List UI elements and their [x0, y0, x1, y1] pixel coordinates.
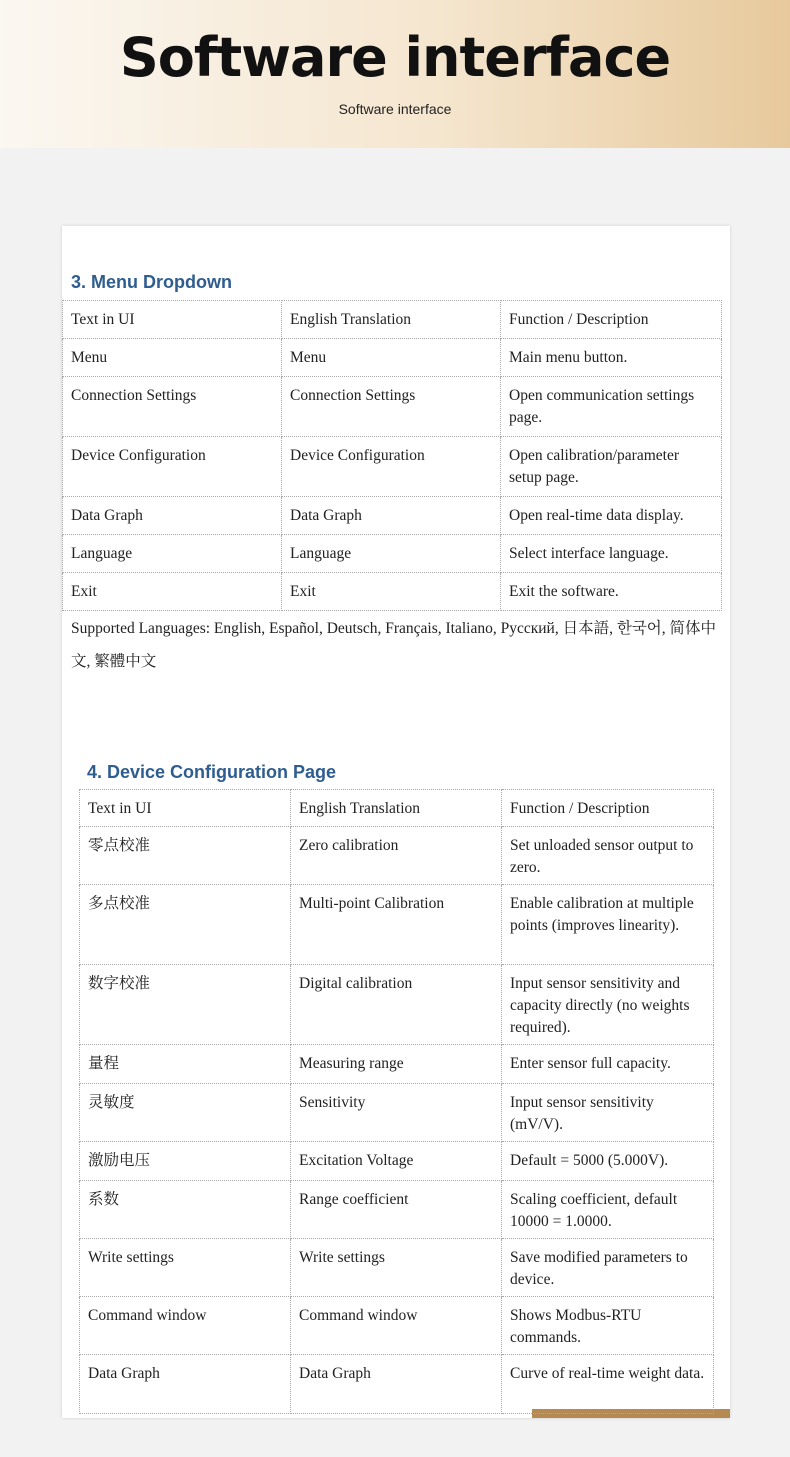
table-row [63, 437, 722, 497]
table-cell: Device Configuration [63, 437, 282, 497]
table-cell: Open calibration/parameter setup page. [501, 437, 722, 497]
section-heading-menu-text: 3. Menu Dropdown [71, 272, 232, 292]
table-row [80, 1142, 714, 1181]
table-cell: Exit [282, 573, 501, 611]
table-cell: Digital calibration [291, 965, 502, 1045]
table-cell: Input sensor sensitivity and capacity directly (no weights required). [502, 965, 714, 1045]
table-cell: Data Graph [80, 1355, 291, 1414]
table-cell: Write settings [291, 1239, 502, 1297]
table-cell: Range coefficient [291, 1181, 502, 1239]
table-cell: Shows Modbus-RTU commands. [502, 1297, 714, 1355]
table-cell: Enable calibration at multiple points (improves linearity). [502, 885, 714, 965]
table-cell: Set unloaded sensor output to zero. [502, 827, 714, 885]
table-cell: 系数 [80, 1181, 291, 1239]
table-cell: Connection Settings [282, 377, 501, 437]
table-cell: Data Graph [282, 497, 501, 535]
column-header: Function / Description [501, 301, 722, 339]
table-cell: Data Graph [291, 1355, 502, 1414]
table-cell: 激励电压 [80, 1142, 291, 1181]
table-cell: Enter sensor full capacity. [502, 1045, 714, 1084]
table-cell: Menu [282, 339, 501, 377]
section-heading-device-text: 4. Device Configuration Page [87, 762, 337, 782]
table-cell: Sensitivity [291, 1084, 502, 1142]
table-cell: 量程 [80, 1045, 291, 1084]
table-cell: Command window [80, 1297, 291, 1355]
table-cell: Zero calibration [291, 827, 502, 885]
table-cell: Device Configuration [282, 437, 501, 497]
table-row [63, 497, 722, 535]
column-header: Function / Description [502, 790, 714, 827]
page-title: Software interface [119, 26, 671, 89]
page-subtitle: Software interface [338, 101, 452, 117]
table-cell: Open communication settings page. [501, 377, 722, 437]
table-row [63, 339, 722, 377]
table-cell: Connection Settings [63, 377, 282, 437]
table-cell: Save modified parameters to device. [502, 1239, 714, 1297]
table-cell: Exit the software. [501, 573, 722, 611]
table-cell: Curve of real-time weight data. [502, 1355, 714, 1414]
table-row [80, 1355, 714, 1414]
column-header: Text in UI [80, 790, 291, 827]
column-header: English Translation [291, 790, 502, 827]
table-cell: Language [282, 535, 501, 573]
table-cell: Excitation Voltage [291, 1142, 502, 1181]
table-cell: Language [63, 535, 282, 573]
section-heading-device [87, 762, 336, 783]
table-cell: Open real-time data display. [501, 497, 722, 535]
table-cell: Default = 5000 (5.000V). [502, 1142, 714, 1181]
table-cell: 灵敏度 [80, 1084, 291, 1142]
table-row [80, 1297, 714, 1355]
table-cell: 零点校准 [80, 827, 291, 885]
table-cell: Write settings [80, 1239, 291, 1297]
table-cell: Main menu button. [501, 339, 722, 377]
table-row [80, 965, 714, 1045]
table-row [63, 377, 722, 437]
table-cell: Input sensor sensitivity (mV/V). [502, 1084, 714, 1142]
table-row [80, 827, 714, 885]
table-cell: Multi-point Calibration [291, 885, 502, 965]
table-cell: Menu [63, 339, 282, 377]
table-cell: Data Graph [63, 497, 282, 535]
table-cell: Scaling coefficient, default 10000 = 1.0000. [502, 1181, 714, 1239]
table-cell: Command window [291, 1297, 502, 1355]
table-cell: Measuring range [291, 1045, 502, 1084]
menu-dropdown-table [62, 300, 722, 611]
section-heading-menu [71, 272, 232, 293]
table-row [63, 535, 722, 573]
table-row [80, 885, 714, 965]
column-header: Text in UI [63, 301, 282, 339]
table-header-row [80, 790, 714, 827]
table-row [80, 1181, 714, 1239]
table-cell: Exit [63, 573, 282, 611]
header-banner [0, 0, 790, 148]
column-header: English Translation [282, 301, 501, 339]
table-row [80, 1239, 714, 1297]
table-row [80, 1045, 714, 1084]
table-cell: Select interface language. [501, 535, 722, 573]
table-cell: 数字校准 [80, 965, 291, 1045]
device-config-table [79, 789, 714, 1414]
table-header-row [63, 301, 722, 339]
supported-languages-note: Supported Languages: English, Español, Deutsch, Français, Italiano, Русский, 日本語, 한국어, 简体中文, 繁體中文 [71, 620, 717, 670]
table-row [63, 573, 722, 611]
table-row [80, 1084, 714, 1142]
table-cell: 多点校准 [80, 885, 291, 965]
